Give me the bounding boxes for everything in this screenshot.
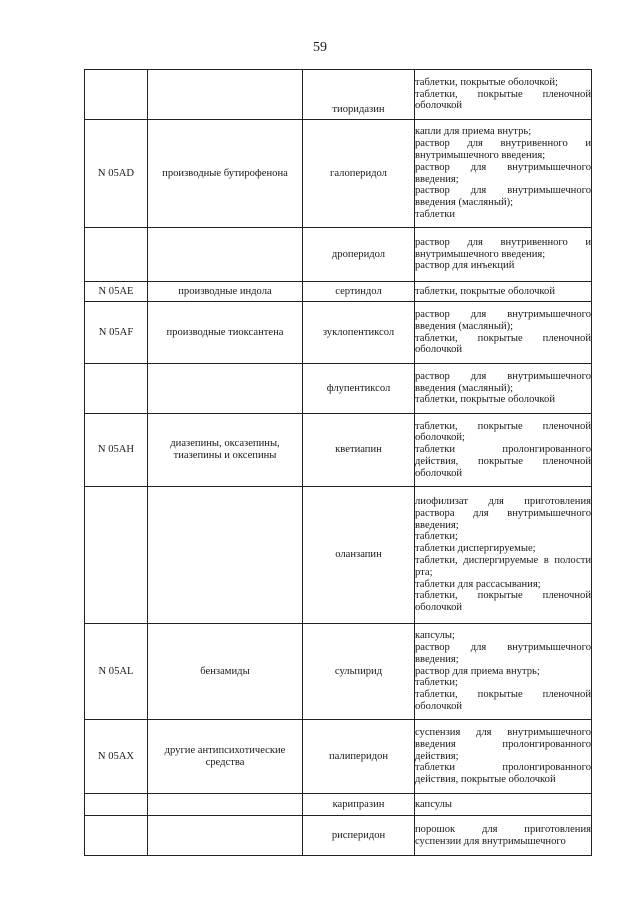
table-row: [85, 120, 592, 228]
dosage-form-cell: [415, 282, 592, 302]
dosage-form-line: таблетки, покрытые пленочной оболочкой;: [415, 420, 591, 444]
dosage-form-line: раствор для внутримышечного введения;: [415, 642, 591, 665]
atc-code-cell: [85, 794, 148, 816]
dosage-form-line: таблетки;: [415, 677, 458, 689]
dosage-form-cell: [415, 70, 592, 120]
drug-name-cell: галоперидол: [303, 120, 415, 228]
dosage-form-line: таблетки, покрытые пленочной оболочкой: [415, 590, 591, 614]
dosage-form-line: таблетки, покрытые пленочной оболочкой: [415, 689, 591, 712]
dosage-form-line: порошок для приготовления суспензии для внутримышечного: [415, 823, 591, 847]
table-row: [85, 364, 592, 414]
drug-name-cell: дроперидол: [303, 228, 415, 282]
dosage-form-line: капсулы;: [415, 630, 455, 642]
atc-code-cell: N 05AF: [85, 302, 148, 364]
table-row: [85, 70, 592, 120]
table-row: [85, 794, 592, 816]
dosage-form-line: раствор для внутривенного и внутримышечного введения;: [415, 138, 591, 161]
pharm-group-cell: [148, 816, 303, 856]
pharm-group-cell: [148, 794, 303, 816]
atc-code-cell: [85, 364, 148, 414]
table-row: [85, 282, 592, 302]
pharm-group-cell: бензамиды: [148, 624, 303, 720]
dosage-form-line: раствор для внутримышечного введения;: [415, 161, 591, 185]
dosage-form-line: таблетки диспергируемые;: [415, 543, 536, 555]
pharm-group-cell: производные тиоксантена: [148, 302, 303, 364]
drug-name-cell: флупентиксол: [303, 364, 415, 414]
dosage-form-cell: [415, 720, 592, 794]
pharm-group-cell: диазепины, оксазепины, тиазепины и оксепины: [148, 414, 303, 487]
table-row: [85, 487, 592, 624]
drug-name-cell: тиоридазин: [303, 70, 415, 120]
dosage-form-line: таблетки;: [415, 531, 458, 543]
atc-code-cell: [85, 228, 148, 282]
pharm-group-cell: другие антипсихотические средства: [148, 720, 303, 794]
pharm-group-cell: [148, 70, 303, 120]
pharm-group-cell: [148, 364, 303, 414]
atc-code-cell: N 05AD: [85, 120, 148, 228]
dosage-form-line: раствор для приема внутрь;: [415, 665, 540, 677]
dosage-form-cell: [415, 794, 592, 816]
atc-code-cell: N 05AL: [85, 624, 148, 720]
dosage-form-line: суспензия для внутримышечного введения пролонгированного действия;: [415, 727, 591, 762]
dosage-form-cell: [415, 120, 592, 228]
pharm-group-cell: [148, 228, 303, 282]
dosage-form-line: таблетки: [415, 208, 456, 220]
drug-name-cell: рисперидон: [303, 816, 415, 856]
dosage-form-line: таблетки, покрытые оболочкой: [415, 394, 555, 406]
drug-name-cell: кветиапин: [303, 414, 415, 487]
table-row: [85, 228, 592, 282]
dosage-form-cell: [415, 816, 592, 856]
atc-code-cell: N 05AX: [85, 720, 148, 794]
atc-code-cell: N 05AE: [85, 282, 148, 302]
table-row: [85, 720, 592, 794]
dosage-form-line: таблетки, покрытые оболочкой: [415, 285, 555, 297]
pharm-group-cell: производные бутирофенона: [148, 120, 303, 228]
dosage-form-cell: [415, 624, 592, 720]
dosage-form-line: таблетки, покрытые пленочной оболочкой: [415, 88, 591, 112]
table-row: [85, 624, 592, 720]
dosage-form-line: таблетки, покрытые пленочной оболочкой: [415, 332, 591, 356]
dosage-form-line: раствор для внутривенного и внутримышечного введения;: [415, 236, 591, 260]
dosage-form-line: лиофилизат для приготовления раствора для внутримышечного введения;: [415, 496, 591, 531]
drug-name-cell: сертиндол: [303, 282, 415, 302]
table-row: [85, 414, 592, 487]
dosage-form-line: раствор для инъекций: [415, 260, 515, 272]
atc-code-cell: [85, 816, 148, 856]
dosage-form-line: таблетки, диспергируемые в полости рта;: [415, 555, 591, 578]
atc-code-cell: [85, 70, 148, 120]
dosage-form-line: раствор для внутримышечного введения (масляный);: [415, 370, 591, 394]
dosage-form-line: капли для приема внутрь;: [415, 126, 532, 138]
dosage-form-line: раствор для внутримышечного введения (масляный);: [415, 185, 591, 209]
dosage-form-cell: [415, 302, 592, 364]
page-number: 59: [313, 40, 327, 55]
dosage-form-line: раствор для внутримышечного введения (масляный);: [415, 308, 591, 332]
drug-table: [84, 69, 592, 856]
dosage-form-line: таблетки, покрытые оболочкой;: [415, 76, 558, 88]
drug-name-cell: оланзапин: [303, 487, 415, 624]
dosage-form-cell: [415, 364, 592, 414]
drug-name-cell: сульпирид: [303, 624, 415, 720]
table-row: [85, 302, 592, 364]
dosage-form-cell: [415, 228, 592, 282]
drug-name-cell: зуклопентиксол: [303, 302, 415, 364]
pharm-group-cell: [148, 487, 303, 624]
dosage-form-cell: [415, 487, 592, 624]
drug-name-cell: карипразин: [303, 794, 415, 816]
pharm-group-cell: производные индола: [148, 282, 303, 302]
dosage-form-line: капсулы: [415, 798, 453, 810]
dosage-form-cell: [415, 414, 592, 487]
drug-name-cell: палиперидон: [303, 720, 415, 794]
dosage-form-line: таблетки пролонгированного действия, покрытые оболочкой: [415, 762, 591, 786]
dosage-form-line: таблетки пролонгированного действия, покрытые пленочной оболочкой: [415, 444, 591, 479]
atc-code-cell: N 05AH: [85, 414, 148, 487]
atc-code-cell: [85, 487, 148, 624]
table-row: [85, 816, 592, 856]
dosage-form-line: таблетки для рассасывания;: [415, 578, 541, 590]
